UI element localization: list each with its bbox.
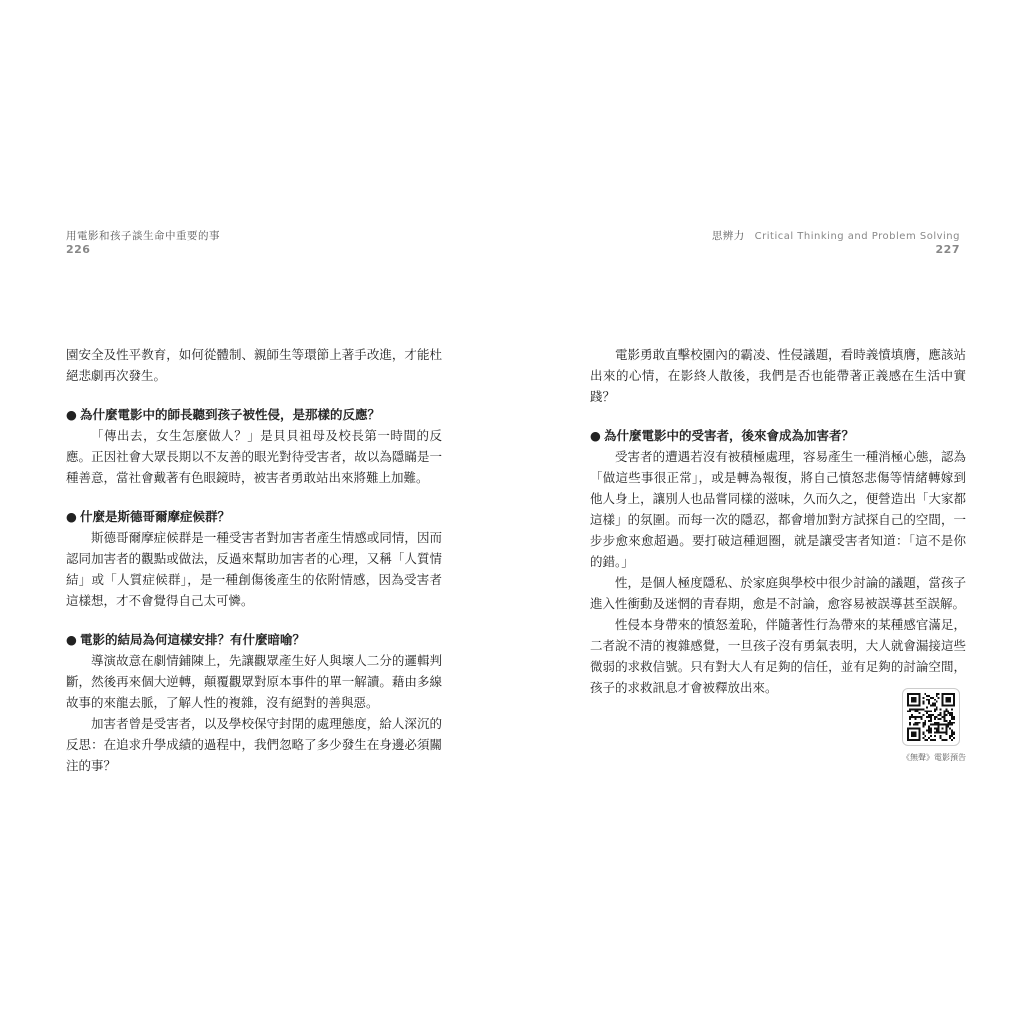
bullet-icon: ●	[66, 407, 77, 422]
body-text	[66, 344, 442, 776]
body-paragraph: 斯德哥爾摩症候群是一種受害者對加害者產生情感或同情，因而認同加害者的觀點或做法，反過來幫助加害者的心理，又稱「人質情結」或「人質症候群」，是一種創傷後產生的依附情感，因為受害者這樣想，才不會覺得自己太可憐。	[66, 530, 442, 608]
bullet-icon: ●	[66, 509, 77, 524]
body-text	[590, 344, 966, 698]
bullet-icon: ●	[66, 632, 77, 647]
running-head-title: 思辨力	[711, 230, 745, 242]
running-head	[712, 228, 960, 243]
body-paragraph: 受害者的遭遇若沒有被積極處理，容易產生一種消極心態，認為「做這些事很正常」，或是轉為報復，將自己憤怒悲傷等情緒轉嫁到他人身上，讓別人也品嘗同樣的滋味，久而久之，便營造出「大家都這樣」的氛圍。而每一次的隱忍，都會增加對方試探自己的空間，一步步愈來愈超過。要打破這種迴圈，就是讓受害者知道：「這不是你的錯。」	[590, 449, 966, 569]
body-paragraph: 電影勇敢直擊校園內的霸凌、性侵議題，看時義憤填膺，應該站出來的心情，在影終人散後，我們是否也能帶著正義感在生活中實踐？	[590, 347, 966, 404]
page-number: 226	[66, 243, 91, 256]
body-paragraph: 「傳出去，女生怎麼做人？」是貝貝祖母及校長第一時間的反應。正因社會大眾長期以不友善的眼光對待受害者，故以為隱瞞是一種善意，當社會戴著有色眼鏡時，被害者勇敢站出來將難上加難。	[66, 428, 442, 485]
body-paragraph: 導演故意在劇情鋪陳上，先讓觀眾產生好人與壞人二分的邏輯判斷，然後再來個大逆轉，顛覆觀眾對原本事件的單一解讀。藉由多線故事的來龍去脈，了解人性的複雜，沒有絕對的善與惡。	[66, 653, 442, 710]
body-paragraph: 園安全及性平教育，如何從體制、親師生等環節上著手改進，才能杜絕悲劇再次發生。	[66, 347, 442, 383]
bullet-icon: ●	[590, 428, 601, 443]
section-heading	[66, 506, 442, 527]
section-heading-text: 為什麼電影中的師長聽到孩子被性侵，是那樣的反應？	[80, 407, 381, 422]
section-heading-text: 什麼是斯德哥爾摩症候群？	[80, 509, 231, 524]
qr-code-icon	[907, 693, 955, 741]
running-head-title: 用電影和孩子談生命中重要的事	[66, 230, 220, 242]
qr-code-block[interactable]	[902, 688, 966, 763]
section-heading	[66, 404, 442, 425]
section-heading-text: 電影的結局為何這樣安排？有什麼暗喻？	[80, 632, 306, 647]
right-page	[512, 0, 1024, 1024]
running-head-subtitle: Critical Thinking and Problem Solving	[754, 231, 960, 242]
section-heading-text: 為什麼電影中的受害者，後來會成為加害者？	[604, 428, 855, 443]
running-head	[66, 228, 220, 243]
qr-caption: 《無聲》電影預告	[902, 753, 966, 762]
body-paragraph: 性，是個人極度隱私、於家庭與學校中很少討論的議題，當孩子進入性衝動及迷惘的青春期，愈是不討論，愈容易被誤導甚至誤解。	[590, 575, 966, 611]
page-number: 227	[935, 243, 960, 256]
body-paragraph: 性侵本身帶來的憤怒羞恥，伴隨著性行為帶來的某種感官滿足，二者說不清的複雜感覺，一旦孩子沒有勇氣表明，大人就會漏接這些微弱的求救信號。只有對大人有足夠的信任，並有足夠的討論空間，孩子的求救訊息才會被釋放出來。	[590, 617, 966, 695]
section-heading	[66, 629, 442, 650]
body-paragraph: 加害者曾是受害者，以及學校保守封閉的處理態度，給人深沉的反思：在追求升學成績的過程中，我們忽略了多少發生在身邊必須關注的事？	[66, 716, 442, 773]
qr-code[interactable]	[902, 688, 960, 746]
section-heading	[590, 425, 966, 446]
